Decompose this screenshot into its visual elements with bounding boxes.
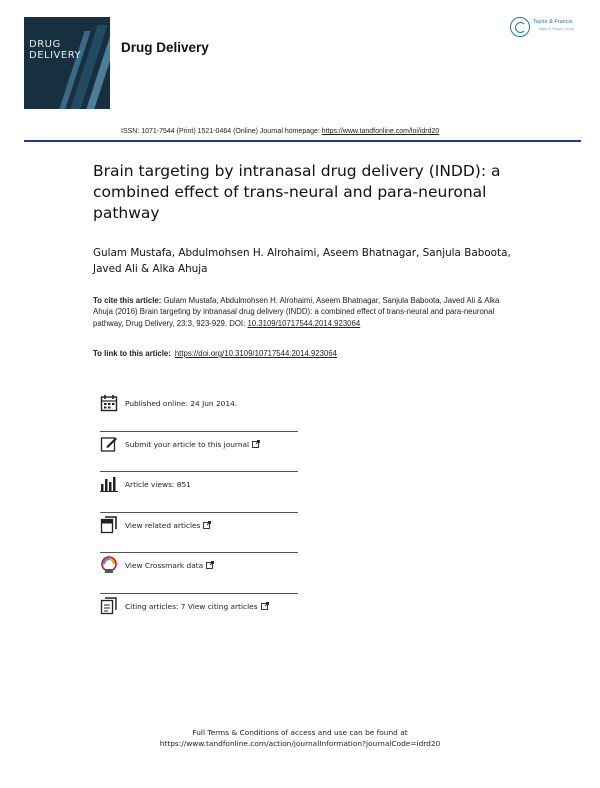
issn-text: ISSN: 1071-7544 (Print) 1521-0464 (Online) Journal homepage: <box>121 128 322 135</box>
edit-icon <box>100 435 118 453</box>
cover-title <box>29 39 81 61</box>
article-title: Brain targeting by intranasal drug delivery (INDD): a combined effect of trans-neural and para-neuronal pathway <box>93 162 501 222</box>
article-doi-link[interactable]: https://doi.org/10.3109/10717544.2014.923064 <box>174 349 337 358</box>
external-link-icon <box>261 602 269 610</box>
submit-article-row[interactable] <box>100 432 298 473</box>
article-authors: Gulam Mustafa, Abdulmohsen H. Alrohaimi, Aseem Bhatnagar, Sanjula Baboota, Javed Ali & Alka Ahuja <box>93 247 511 275</box>
related-articles-row[interactable] <box>100 513 298 554</box>
article-link-line <box>93 349 337 358</box>
related-articles-label: View related articles <box>125 520 201 530</box>
terms-text: Full Terms & Conditions of access and use can be found at <box>192 728 408 737</box>
crossmark-icon <box>100 556 118 574</box>
crossmark-row[interactable] <box>100 553 298 594</box>
crossmark-link[interactable] <box>125 561 214 570</box>
submit-article-label: Submit your article to this journal <box>125 439 250 449</box>
citation-text: Gulam Mustafa, Abdulmohsen H. Alrohaimi, Aseem Bhatnagar, Sanjula Baboota, Javed Ali & Alka Ahuja (2016) Brain targeting by intranasal drug delivery (INDD): a combined effect of trans-neural and para-neuronal pathway, Drug Delivery, 23:3, 923-929, DOI: <box>93 296 500 328</box>
terms-link[interactable]: https://www.tandfonline.com/action/journalInformation?journalCode=idrd20 <box>159 739 441 748</box>
related-articles-link[interactable] <box>125 521 211 530</box>
logo-tagline: Taylor & Francis Group <box>538 27 574 31</box>
citation-label: To cite this article: <box>93 296 162 305</box>
calendar-icon <box>100 394 118 412</box>
article-views-label: Article views: 851 <box>125 480 191 489</box>
documents-icon <box>100 516 118 534</box>
citing-articles-link[interactable] <box>125 602 269 611</box>
published-online-row <box>100 391 298 432</box>
terms-footer <box>0 727 600 749</box>
external-link-icon <box>203 521 211 529</box>
journal-title: Drug Delivery <box>121 40 209 55</box>
citing-icon <box>100 597 118 615</box>
crossmark-label: View Crossmark data <box>125 561 204 570</box>
citation-doi-link[interactable]: 10.3109/10717544.2014.923064 <box>247 318 361 328</box>
header-divider <box>24 140 581 142</box>
article-info-list <box>100 391 298 634</box>
article-link-label: To link to this article: <box>93 349 171 358</box>
bar-chart-icon <box>100 475 118 493</box>
cover-title-line: DRUG <box>29 39 61 50</box>
logo-name: Taylor & Francis <box>533 19 573 25</box>
journal-cover <box>24 17 110 109</box>
logo-circle-icon <box>510 17 530 37</box>
journal-homepage-link[interactable]: https://www.tandfonline.com/loi/idrd20 <box>321 128 440 135</box>
published-online-label: Published online: 24 Jun 2014. <box>125 399 238 408</box>
citation-block <box>93 295 503 329</box>
citing-articles-row[interactable] <box>100 594 298 635</box>
submit-article-link[interactable] <box>125 440 260 449</box>
issn-line <box>121 128 439 135</box>
cover-title-line: DELIVERY <box>29 50 82 61</box>
external-link-icon <box>206 561 214 569</box>
publisher-logo <box>510 15 582 41</box>
article-views-row <box>100 472 298 513</box>
external-link-icon <box>252 440 260 448</box>
citing-articles-label: Citing articles: 7 View citing articles <box>125 601 258 611</box>
